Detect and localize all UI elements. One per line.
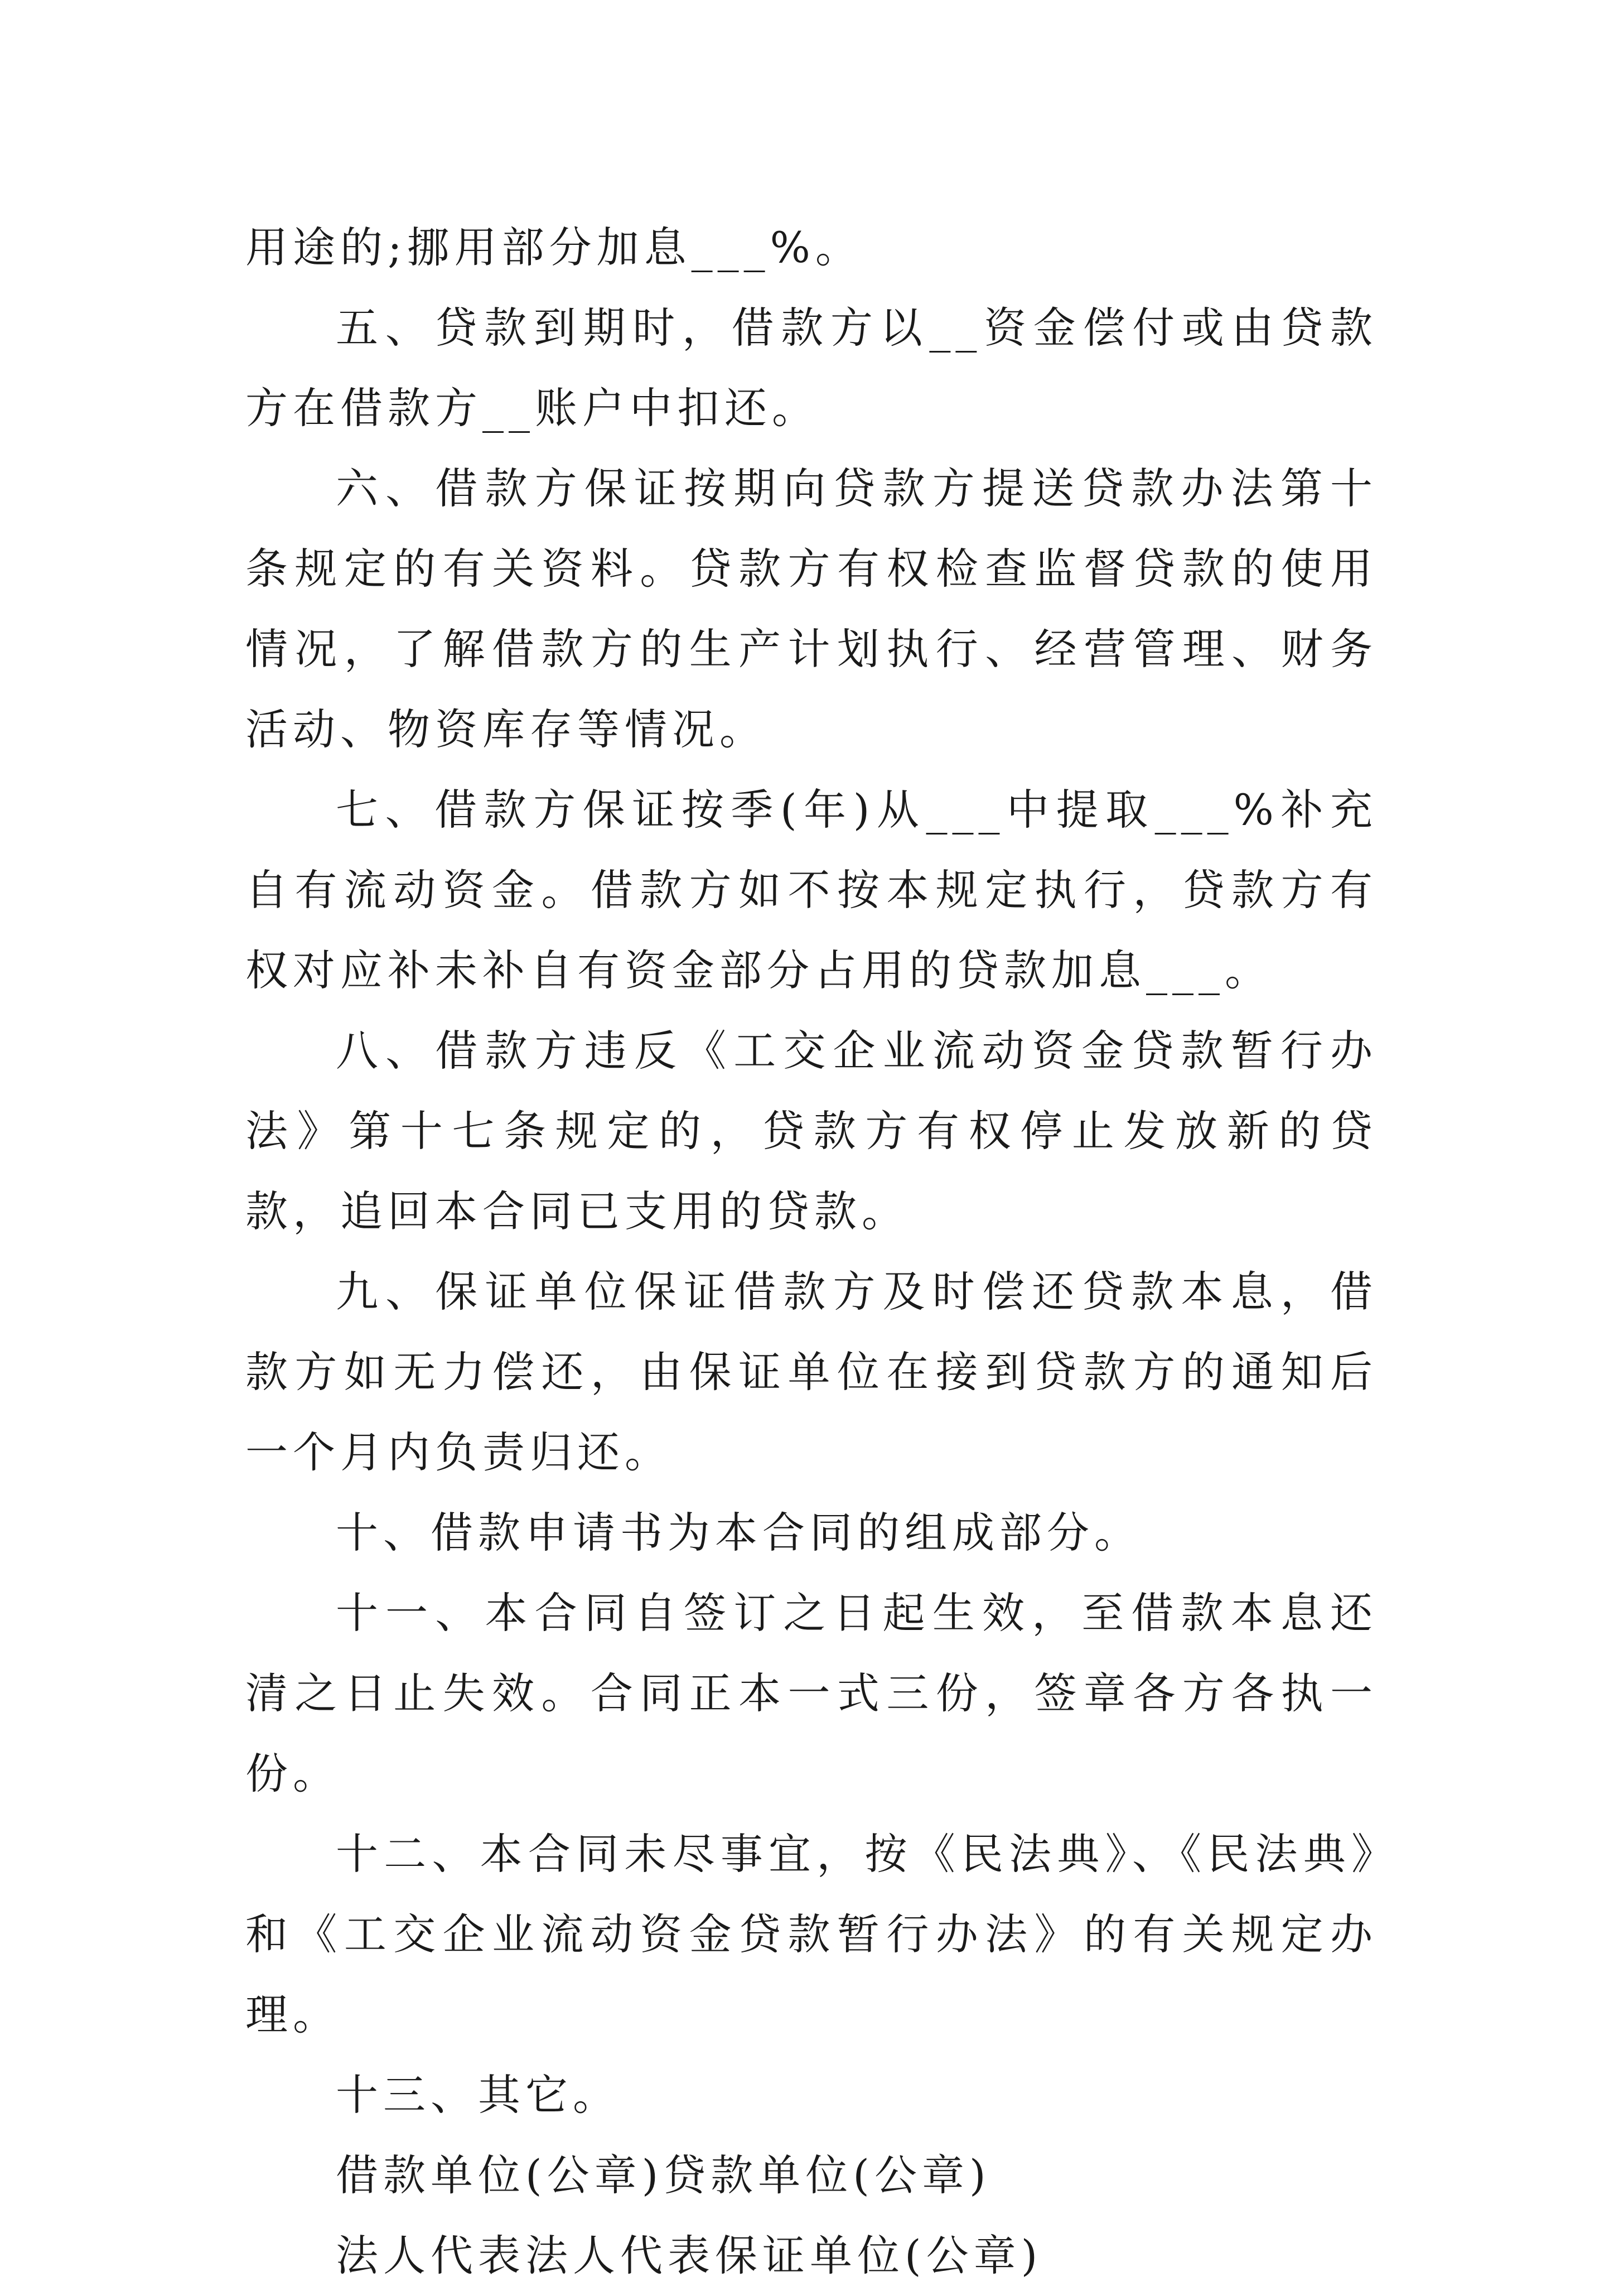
clause-7: 七、借款方保证按季(年)从___中提取___%补充自有流动资金。借款方如不按本规定执行，贷款方有权对应补未补自有资金部分占用的贷款加息___。	[245, 785, 1378, 995]
clause-5: 五、贷款到期时，借款方以__资金偿付或由贷款方在借款方__账户中扣还。	[245, 303, 1378, 433]
clause-13: 十三、其它。	[336, 2070, 620, 2120]
document-body	[245, 208, 1378, 2296]
signature-line-units: 借款单位(公章)贷款单位(公章)	[336, 2150, 991, 2200]
clause-9: 九、保证单位保证借款方及时偿还贷款本息，借款方如无力偿还，由保证单位在接到贷款方的通知后一个月内负责归还。	[245, 1267, 1378, 1477]
clause-4-continuation: 用途的;挪用部分加息___%。	[245, 223, 863, 272]
clause-10: 十、借款申请书为本合同的组成部分。	[336, 1508, 1142, 1557]
signature-line-representatives: 法人代表法人代表保证单位(公章)	[336, 2231, 1043, 2280]
clause-6: 六、借款方保证按期向贷款方提送贷款办法第十条规定的有关资料。贷款方有权检查监督贷款的使用情况，了解借款方的生产计划执行、经营管理、财务活动、物资库存等情况。	[245, 464, 1378, 754]
clause-12: 十二、本合同未尽事宜，按《民法典》、《民法典》和《工交企业流动资金贷款暂行办法》的有关规定办理。	[245, 1829, 1378, 2039]
clause-8: 八、借款方违反《工交企业流动资金贷款暂行办法》第十七条规定的，贷款方有权停止发放新的贷款，追回本合同已支用的贷款。	[245, 1026, 1378, 1236]
clause-11: 十一、本合同自签订之日起生效，至借款本息还清之日止失效。合同正本一式三份，签章各方各执一份。	[245, 1588, 1378, 1798]
